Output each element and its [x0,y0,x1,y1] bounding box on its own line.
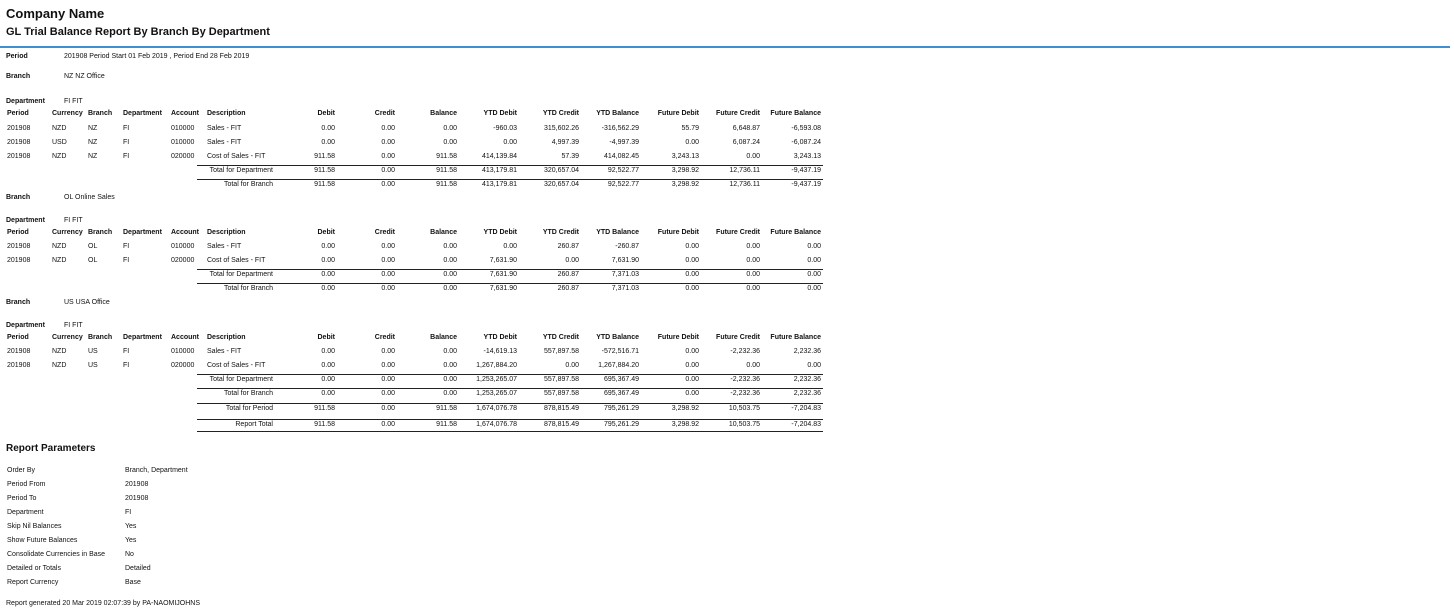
total-label: Total for Branch [223,285,273,292]
total-cell: 1,253,265.07 [476,390,517,397]
table-cell: 0.00 [381,348,395,355]
parameter-value: No [125,551,134,558]
total-cell: 911.58 [314,405,335,412]
column-header: Currency [52,110,83,117]
department-label: Department [6,322,45,329]
total-label: Total for Department [209,271,273,278]
column-header: Credit [374,334,395,341]
table-cell: Cost of Sales - FIT [207,362,266,369]
table-cell: 0.00 [685,243,699,250]
branch-value: US USA Office [64,299,110,306]
table-cell: -4,997.39 [609,139,639,146]
department-label: Department [6,98,45,105]
total-cell: -9,437.19 [791,181,821,188]
table-cell: 414,139.84 [481,153,517,160]
table-cell: US [88,348,98,355]
total-cell: 557,897.58 [543,376,579,383]
total-cell: -2,232.36 [730,390,760,397]
column-header: YTD Credit [542,229,579,236]
table-cell: 0.00 [381,257,395,264]
table-cell: 0.00 [746,243,760,250]
total-cell: 0.00 [381,405,395,412]
total-cell: 0.00 [807,271,821,278]
table-cell: 0.00 [565,362,579,369]
total-cell: 695,367.49 [603,390,639,397]
parameter-row [7,536,307,546]
total-cell: 0.00 [443,376,457,383]
branch-value: OL Online Sales [64,194,115,201]
table-cell: 201908 [7,257,31,264]
table-cell: 911.58 [436,153,457,160]
table-cell: -14,619.13 [483,348,517,355]
table-header-row [0,228,830,238]
total-cell: 7,631.90 [489,271,517,278]
table-cell: 57.39 [561,153,579,160]
table-cell: 3,243.13 [671,153,699,160]
table-row [0,242,830,252]
total-cell: 911.58 [314,181,335,188]
table-cell: Cost of Sales - FIT [207,153,266,160]
parameter-label: Detailed or Totals [7,565,61,572]
column-header: Branch [88,334,113,341]
table-cell: 0.00 [807,243,821,250]
table-cell: USD [52,139,67,146]
total-cell: 2,232.36 [793,376,821,383]
total-cell: 0.00 [381,285,395,292]
table-cell: 010000 [171,348,195,355]
table-cell: 315,602.26 [543,125,579,132]
report-header [6,6,270,39]
parameter-row [7,550,307,560]
table-row [0,361,830,371]
total-cell: 0.00 [381,421,395,428]
table-header-row [0,109,830,119]
column-header: Description [207,334,246,341]
table-cell: NZ [88,153,98,160]
table-row [0,138,830,148]
period-value: 201908 Period Start 01 Feb 2019 , Period End 28 Feb 2019 [64,53,250,60]
column-header: Currency [52,334,83,341]
table-cell: 0.00 [685,362,699,369]
table-cell: 0.00 [381,153,395,160]
table-cell: 0.00 [321,139,335,146]
parameter-row [7,522,307,532]
total-cell: 2,232.36 [793,390,821,397]
table-cell: 0.00 [746,257,760,264]
period-label: Period [6,53,28,60]
parameter-row [7,494,307,504]
table-cell: 1,267,884.20 [598,362,639,369]
total-cell: 0.00 [807,285,821,292]
table-cell: 3,243.13 [793,153,821,160]
total-cell: 0.00 [443,271,457,278]
total-row [0,389,830,399]
table-cell: 201908 [7,139,31,146]
total-cell: 3,298.92 [671,405,699,412]
table-cell: -6,087.24 [791,139,821,146]
report-title: GL Trial Balance Report By Branch By Department [6,26,270,38]
table-cell: 7,631.90 [489,257,517,264]
total-cell: -9,437.19 [791,167,821,174]
column-header: Currency [52,229,83,236]
parameter-value: 201908 [125,495,149,502]
table-cell: OL [88,257,98,264]
parameter-value: FI [125,509,132,516]
total-cell: 911.58 [314,167,335,174]
table-cell: FI [123,362,130,369]
column-header: Period [7,229,29,236]
report-footer: Report generated 20 Mar 2019 02:07:39 by PA-NAOMIJOHNS [6,600,201,607]
table-cell: 0.00 [503,243,517,250]
total-row [0,404,830,414]
column-header: Period [7,110,29,117]
table-cell: 020000 [171,257,195,264]
total-cell: 413,179.81 [481,181,517,188]
total-row [0,270,830,280]
table-cell: FI [123,348,130,355]
total-cell: -7,204.83 [791,405,821,412]
table-cell: 0.00 [807,362,821,369]
column-header: Future Balance [770,110,821,117]
table-cell: Sales - FIT [207,348,242,355]
table-cell: 010000 [171,125,195,132]
total-cell: -2,232.36 [730,376,760,383]
column-header: Branch [88,110,113,117]
table-row [0,347,830,357]
table-cell: FI [123,257,130,264]
column-header: YTD Debit [483,110,517,117]
column-header: Future Credit [716,229,760,236]
company-name: Company Name [6,6,105,21]
table-cell: Cost of Sales - FIT [207,257,266,264]
table-cell: 0.00 [321,125,335,132]
column-header: Account [171,229,199,236]
table-cell: -316,562.29 [601,125,639,132]
total-cell: 260.87 [557,271,579,278]
table-cell: 0.00 [321,348,335,355]
column-header: Department [123,229,162,236]
parameter-value: 201908 [125,481,149,488]
table-row [0,152,830,162]
total-cell: 0.00 [685,285,699,292]
column-header: Account [171,110,199,117]
parameter-row [7,564,307,574]
branch-label: Branch [6,194,31,201]
total-cell: 0.00 [685,271,699,278]
table-row [0,256,830,266]
parameter-label: Consolidate Currencies in Base [7,551,106,558]
table-cell: US [88,362,98,369]
table-cell: 0.00 [746,153,760,160]
table-cell: NZD [52,348,67,355]
total-cell: 413,179.81 [481,167,517,174]
total-cell: 1,253,265.07 [476,376,517,383]
total-row [0,284,830,294]
total-cell: 1,674,076.78 [476,421,517,428]
department-value: FI FIT [64,98,83,105]
parameter-label: Skip Nil Balances [7,523,62,530]
table-cell: -260.87 [615,243,639,250]
table-cell: 0.00 [685,139,699,146]
column-header: Debit [317,334,335,341]
table-cell: -572,516.71 [601,348,639,355]
table-cell: NZD [52,153,67,160]
table-cell: 020000 [171,153,195,160]
total-cell: 0.00 [321,376,335,383]
table-row [0,124,830,134]
table-cell: 911.58 [314,153,335,160]
table-cell: 0.00 [443,257,457,264]
total-cell: 260.87 [557,285,579,292]
column-header: Balance [430,110,457,117]
total-label: Total for Branch [223,181,273,188]
branch-label: Branch [6,299,31,306]
table-cell: NZD [52,362,67,369]
total-cell: 795,261.29 [603,421,639,428]
column-header: Debit [317,110,335,117]
column-header: Future Debit [657,334,699,341]
column-header: Future Credit [716,110,760,117]
table-cell: 0.00 [381,125,395,132]
table-cell: 0.00 [381,362,395,369]
column-header: YTD Balance [596,229,639,236]
table-cell: 55.79 [681,125,699,132]
parameter-label: Department [7,509,44,516]
table-cell: 0.00 [443,243,457,250]
table-cell: 0.00 [443,125,457,132]
table-cell: 0.00 [381,139,395,146]
table-cell: 010000 [171,139,195,146]
table-cell: 0.00 [321,362,335,369]
table-cell: FI [123,139,130,146]
branch-value: NZ NZ Office [64,73,105,80]
column-header: Department [123,110,162,117]
total-row [0,180,830,190]
table-cell: 0.00 [443,348,457,355]
total-cell: 0.00 [321,285,335,292]
table-cell: 260.87 [557,243,579,250]
total-cell: 10,503.75 [728,405,760,412]
column-header: YTD Balance [596,334,639,341]
parameter-value: Base [125,579,141,586]
total-cell: 0.00 [381,376,395,383]
department-label: Department [6,217,45,224]
report-total-underline [197,431,823,432]
total-cell: 12,736.11 [729,167,760,174]
table-cell: 201908 [7,153,31,160]
total-cell: 1,674,076.78 [476,405,517,412]
table-cell: NZ [88,125,98,132]
total-cell: 3,298.92 [671,181,699,188]
department-value: FI FIT [64,322,83,329]
table-cell: FI [123,125,130,132]
total-cell: 557,897.58 [543,390,579,397]
table-cell: FI [123,153,130,160]
total-row [0,420,830,430]
table-cell: 0.00 [443,139,457,146]
column-header: Period [7,334,29,341]
total-cell: 0.00 [685,376,699,383]
column-header: Future Balance [770,334,821,341]
column-header: Department [123,334,162,341]
total-cell: 911.58 [436,405,457,412]
column-header: YTD Debit [483,229,517,236]
total-cell: -7,204.83 [791,421,821,428]
parameter-label: Show Future Balances [7,537,78,544]
total-label: Total for Period [225,405,273,412]
total-cell: 0.00 [321,390,335,397]
table-cell: FI [123,243,130,250]
total-cell: 911.58 [314,421,335,428]
total-cell: 0.00 [443,285,457,292]
table-cell: NZ [88,139,98,146]
total-cell: 795,261.29 [603,405,639,412]
table-cell: NZD [52,257,67,264]
total-label: Total for Branch [223,390,273,397]
total-label: Total for Department [209,167,273,174]
table-cell: 0.00 [321,243,335,250]
department-value: FI FIT [64,217,83,224]
table-cell: 7,631.90 [611,257,639,264]
parameter-row [7,578,307,588]
table-cell: 1,267,884.20 [476,362,517,369]
table-cell: OL [88,243,98,250]
column-header: Balance [430,229,457,236]
parameter-row [7,508,307,518]
parameter-label: Period To [7,495,37,502]
total-cell: 320,657.04 [543,181,579,188]
table-cell: 0.00 [807,257,821,264]
table-cell: 0.00 [321,257,335,264]
column-header: YTD Balance [596,110,639,117]
parameter-value: Branch, Department [125,467,188,474]
table-cell: 0.00 [685,257,699,264]
column-header: Credit [374,229,395,236]
total-cell: 3,298.92 [671,421,699,428]
parameter-row [7,466,307,476]
column-header: Description [207,229,246,236]
report-parameters-title: Report Parameters [6,443,96,454]
table-cell: 0.00 [381,243,395,250]
total-cell: 911.58 [436,181,457,188]
total-cell: 0.00 [381,390,395,397]
parameter-value: Yes [125,523,137,530]
table-cell: 557,897.58 [543,348,579,355]
table-cell: Sales - FIT [207,125,242,132]
table-cell: 020000 [171,362,195,369]
table-cell: 201908 [7,362,31,369]
header-divider [0,46,1450,48]
table-cell: NZD [52,125,67,132]
total-cell: 0.00 [381,181,395,188]
table-cell: 201908 [7,348,31,355]
table-cell: Sales - FIT [207,139,242,146]
total-cell: 878,815.49 [543,421,579,428]
table-cell: -2,232.36 [730,348,760,355]
total-cell: 695,367.49 [603,376,639,383]
total-cell: 0.00 [746,285,760,292]
column-header: Future Balance [770,229,821,236]
column-header: Future Debit [657,110,699,117]
column-header: YTD Credit [542,334,579,341]
total-cell: 878,815.49 [543,405,579,412]
table-cell: -960.03 [493,125,517,132]
column-header: Future Credit [716,334,760,341]
total-cell: 7,371.03 [611,285,639,292]
total-cell: 320,657.04 [543,167,579,174]
parameter-label: Order By [7,467,36,474]
table-cell: Sales - FIT [207,243,242,250]
column-header: Credit [374,110,395,117]
table-cell: NZD [52,243,67,250]
parameter-label: Report Currency [7,579,59,586]
total-label: Report Total [235,421,273,428]
column-header: Balance [430,334,457,341]
table-cell: 0.00 [565,257,579,264]
table-cell: 414,082.45 [603,153,639,160]
table-cell: 6,087.24 [732,139,760,146]
total-cell: 92,522.77 [607,181,639,188]
total-cell: 10,503.75 [728,421,760,428]
total-cell: 0.00 [746,271,760,278]
table-cell: 2,232.36 [793,348,821,355]
table-cell: -6,593.08 [791,125,821,132]
table-header-row [0,333,830,343]
total-cell: 0.00 [381,271,395,278]
table-cell: 0.00 [443,362,457,369]
total-cell: 0.00 [321,271,335,278]
table-cell: 201908 [7,243,31,250]
total-cell: 0.00 [381,167,395,174]
column-header: YTD Debit [483,334,517,341]
total-cell: 7,371.03 [611,271,639,278]
total-cell: 911.58 [436,421,457,428]
total-cell: 7,631.90 [489,285,517,292]
total-cell: 0.00 [443,390,457,397]
total-cell: 3,298.92 [671,167,699,174]
branch-label: Branch [6,73,31,80]
column-header: Account [171,334,199,341]
total-cell: 92,522.77 [607,167,639,174]
table-cell: 6,648.87 [732,125,760,132]
table-cell: 0.00 [746,362,760,369]
parameter-value: Yes [125,537,137,544]
table-cell: 0.00 [503,139,517,146]
column-header: YTD Credit [542,110,579,117]
total-row [0,166,830,176]
table-cell: 010000 [171,243,195,250]
parameter-value: Detailed [125,565,151,572]
table-cell: 4,997.39 [551,139,579,146]
total-cell: 0.00 [685,390,699,397]
table-cell: 0.00 [685,348,699,355]
parameter-label: Period From [7,481,46,488]
column-header: Debit [317,229,335,236]
total-row [0,375,830,385]
total-cell: 911.58 [436,167,457,174]
column-header: Future Debit [657,229,699,236]
parameter-row [7,480,307,490]
total-cell: 12,736.11 [729,181,760,188]
column-header: Description [207,110,246,117]
table-cell: 201908 [7,125,31,132]
column-header: Branch [88,229,113,236]
total-label: Total for Department [209,376,273,383]
